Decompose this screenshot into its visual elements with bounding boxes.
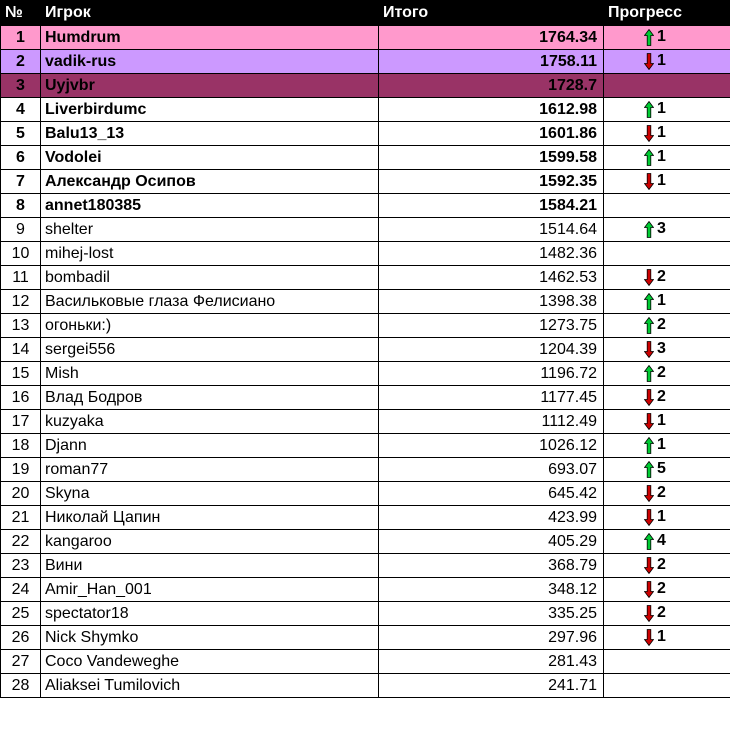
table-row [1, 290, 730, 314]
table-row [1, 194, 730, 218]
progress-cell [604, 170, 730, 194]
arrow-up-icon [644, 437, 654, 454]
rank-cell: 7 [1, 170, 41, 194]
total-cell: 1584.21 [379, 194, 604, 218]
total-cell: 423.99 [379, 506, 604, 530]
player-cell: kuzyaka [41, 410, 379, 434]
total-cell: 1514.64 [379, 218, 604, 242]
table-row [1, 362, 730, 386]
table-row [1, 98, 730, 122]
rank-cell: 20 [1, 482, 41, 506]
ranking-rows [1, 26, 730, 698]
total-header: Итого [379, 1, 604, 26]
progress-delta: 2 [657, 484, 666, 502]
rank-cell: 9 [1, 218, 41, 242]
player-cell: Вини [41, 554, 379, 578]
arrow-down-icon [644, 557, 654, 574]
total-cell: 297.96 [379, 626, 604, 650]
table-row [1, 578, 730, 602]
total-cell: 1764.34 [379, 26, 604, 50]
progress-delta: 4 [657, 532, 666, 550]
player-cell: vadik-rus [41, 50, 379, 74]
rank-header: № [1, 1, 41, 26]
rank-cell: 15 [1, 362, 41, 386]
player-cell: mihej-lost [41, 242, 379, 266]
player-cell: Humdrum [41, 26, 379, 50]
table-row [1, 386, 730, 410]
arrow-down-icon [644, 173, 654, 190]
progress-cell [604, 338, 730, 362]
progress-delta: 2 [657, 316, 666, 334]
total-cell: 645.42 [379, 482, 604, 506]
table-row [1, 434, 730, 458]
arrow-up-icon [644, 365, 654, 382]
arrow-up-icon [644, 533, 654, 550]
total-cell: 1728.7 [379, 74, 604, 98]
player-cell: kangaroo [41, 530, 379, 554]
total-cell: 1398.38 [379, 290, 604, 314]
total-cell: 693.07 [379, 458, 604, 482]
player-cell: Vodolei [41, 146, 379, 170]
progress-cell [604, 674, 730, 698]
total-cell: 241.71 [379, 674, 604, 698]
progress-cell [604, 554, 730, 578]
table-row [1, 338, 730, 362]
progress-delta: 2 [657, 268, 666, 286]
player-cell: Liverbirdumc [41, 98, 379, 122]
total-cell: 348.12 [379, 578, 604, 602]
total-cell: 368.79 [379, 554, 604, 578]
progress-cell [604, 266, 730, 290]
rank-cell: 3 [1, 74, 41, 98]
player-cell: shelter [41, 218, 379, 242]
player-cell: sergei556 [41, 338, 379, 362]
progress-cell [604, 194, 730, 218]
table-row [1, 650, 730, 674]
progress-delta: 1 [657, 28, 666, 46]
table-row [1, 482, 730, 506]
arrow-up-icon [644, 149, 654, 166]
player-cell: огоньки:) [41, 314, 379, 338]
table-row [1, 530, 730, 554]
arrow-up-icon [644, 101, 654, 118]
header-row [1, 1, 730, 26]
table-row [1, 74, 730, 98]
rank-cell: 11 [1, 266, 41, 290]
total-cell: 1592.35 [379, 170, 604, 194]
progress-delta: 2 [657, 388, 666, 406]
table-row [1, 458, 730, 482]
total-cell: 1273.75 [379, 314, 604, 338]
progress-delta: 5 [657, 460, 666, 478]
progress-cell [604, 578, 730, 602]
player-cell: Николай Цапин [41, 506, 379, 530]
rank-cell: 26 [1, 626, 41, 650]
progress-delta: 1 [657, 292, 666, 310]
player-cell: Aliaksei Tumilovich [41, 674, 379, 698]
player-cell: Nick Shymko [41, 626, 379, 650]
total-cell: 1758.11 [379, 50, 604, 74]
progress-delta: 2 [657, 556, 666, 574]
table-row [1, 26, 730, 50]
total-cell: 1196.72 [379, 362, 604, 386]
arrow-up-icon [644, 461, 654, 478]
table-row [1, 602, 730, 626]
total-cell: 1482.36 [379, 242, 604, 266]
progress-cell [604, 434, 730, 458]
arrow-down-icon [644, 53, 654, 70]
total-cell: 1112.49 [379, 410, 604, 434]
player-cell: Amir_Han_001 [41, 578, 379, 602]
rank-cell: 28 [1, 674, 41, 698]
progress-delta: 1 [657, 172, 666, 190]
table-row [1, 410, 730, 434]
rank-cell: 10 [1, 242, 41, 266]
arrow-down-icon [644, 509, 654, 526]
rank-cell: 24 [1, 578, 41, 602]
rank-cell: 4 [1, 98, 41, 122]
total-cell: 1599.58 [379, 146, 604, 170]
progress-delta: 2 [657, 364, 666, 382]
progress-cell [604, 242, 730, 266]
progress-header: Прогресс [604, 1, 730, 26]
rank-cell: 16 [1, 386, 41, 410]
progress-cell [604, 482, 730, 506]
arrow-down-icon [644, 605, 654, 622]
progress-delta: 2 [657, 580, 666, 598]
player-cell: annet180385 [41, 194, 379, 218]
progress-delta: 1 [657, 412, 666, 430]
total-cell: 1204.39 [379, 338, 604, 362]
player-cell: Васильковые глаза Фелисиано [41, 290, 379, 314]
progress-delta: 1 [657, 148, 666, 166]
progress-cell [604, 122, 730, 146]
player-cell: Coco Vandeweghe [41, 650, 379, 674]
progress-cell [604, 626, 730, 650]
progress-cell [604, 458, 730, 482]
progress-cell [604, 314, 730, 338]
arrow-down-icon [644, 389, 654, 406]
player-cell: Mish [41, 362, 379, 386]
rank-cell: 1 [1, 26, 41, 50]
progress-delta: 1 [657, 436, 666, 454]
progress-delta: 1 [657, 508, 666, 526]
arrow-up-icon [644, 317, 654, 334]
rank-cell: 13 [1, 314, 41, 338]
total-cell: 1177.45 [379, 386, 604, 410]
player-cell: Balu13_13 [41, 122, 379, 146]
arrow-down-icon [644, 413, 654, 430]
player-cell: roman77 [41, 458, 379, 482]
arrow-down-icon [644, 341, 654, 358]
table-row [1, 218, 730, 242]
progress-delta: 1 [657, 100, 666, 118]
total-cell: 1612.98 [379, 98, 604, 122]
progress-cell [604, 650, 730, 674]
progress-delta: 2 [657, 604, 666, 622]
total-cell: 335.25 [379, 602, 604, 626]
player-cell: Александр Осипов [41, 170, 379, 194]
progress-cell [604, 50, 730, 74]
rank-cell: 27 [1, 650, 41, 674]
progress-cell [604, 26, 730, 50]
player-cell: Uyjvbr [41, 74, 379, 98]
table-row [1, 314, 730, 338]
progress-delta: 1 [657, 628, 666, 646]
progress-delta: 1 [657, 52, 666, 70]
rank-cell: 25 [1, 602, 41, 626]
progress-cell [604, 386, 730, 410]
progress-delta: 3 [657, 340, 666, 358]
rank-cell: 17 [1, 410, 41, 434]
player-cell: bombadil [41, 266, 379, 290]
progress-cell [604, 74, 730, 98]
total-cell: 1462.53 [379, 266, 604, 290]
progress-cell [604, 218, 730, 242]
progress-cell [604, 146, 730, 170]
arrow-down-icon [644, 125, 654, 142]
table-row [1, 170, 730, 194]
table-row [1, 674, 730, 698]
player-cell: Влад Бодров [41, 386, 379, 410]
rank-cell: 5 [1, 122, 41, 146]
total-cell: 405.29 [379, 530, 604, 554]
progress-cell [604, 410, 730, 434]
arrow-up-icon [644, 221, 654, 238]
table-row [1, 554, 730, 578]
rank-cell: 6 [1, 146, 41, 170]
table-row [1, 266, 730, 290]
arrow-up-icon [644, 293, 654, 310]
player-cell: spectator18 [41, 602, 379, 626]
table-row [1, 146, 730, 170]
arrow-down-icon [644, 269, 654, 286]
player-header: Игрок [41, 1, 379, 26]
rank-cell: 23 [1, 554, 41, 578]
total-cell: 1026.12 [379, 434, 604, 458]
progress-cell [604, 530, 730, 554]
arrow-down-icon [644, 485, 654, 502]
rank-cell: 18 [1, 434, 41, 458]
total-cell: 1601.86 [379, 122, 604, 146]
rank-cell: 21 [1, 506, 41, 530]
arrow-up-icon [644, 29, 654, 46]
progress-delta: 3 [657, 220, 666, 238]
progress-cell [604, 602, 730, 626]
rank-cell: 8 [1, 194, 41, 218]
rank-cell: 14 [1, 338, 41, 362]
rank-cell: 19 [1, 458, 41, 482]
table-row [1, 50, 730, 74]
total-cell: 281.43 [379, 650, 604, 674]
rank-cell: 22 [1, 530, 41, 554]
rank-cell: 12 [1, 290, 41, 314]
table-row [1, 626, 730, 650]
rank-cell: 2 [1, 50, 41, 74]
progress-delta: 1 [657, 124, 666, 142]
progress-cell [604, 506, 730, 530]
progress-cell [604, 98, 730, 122]
player-cell: Djann [41, 434, 379, 458]
table-row [1, 242, 730, 266]
player-cell: Skyna [41, 482, 379, 506]
progress-cell [604, 362, 730, 386]
progress-cell [604, 290, 730, 314]
table-row [1, 122, 730, 146]
arrow-down-icon [644, 629, 654, 646]
table-row [1, 506, 730, 530]
arrow-down-icon [644, 581, 654, 598]
